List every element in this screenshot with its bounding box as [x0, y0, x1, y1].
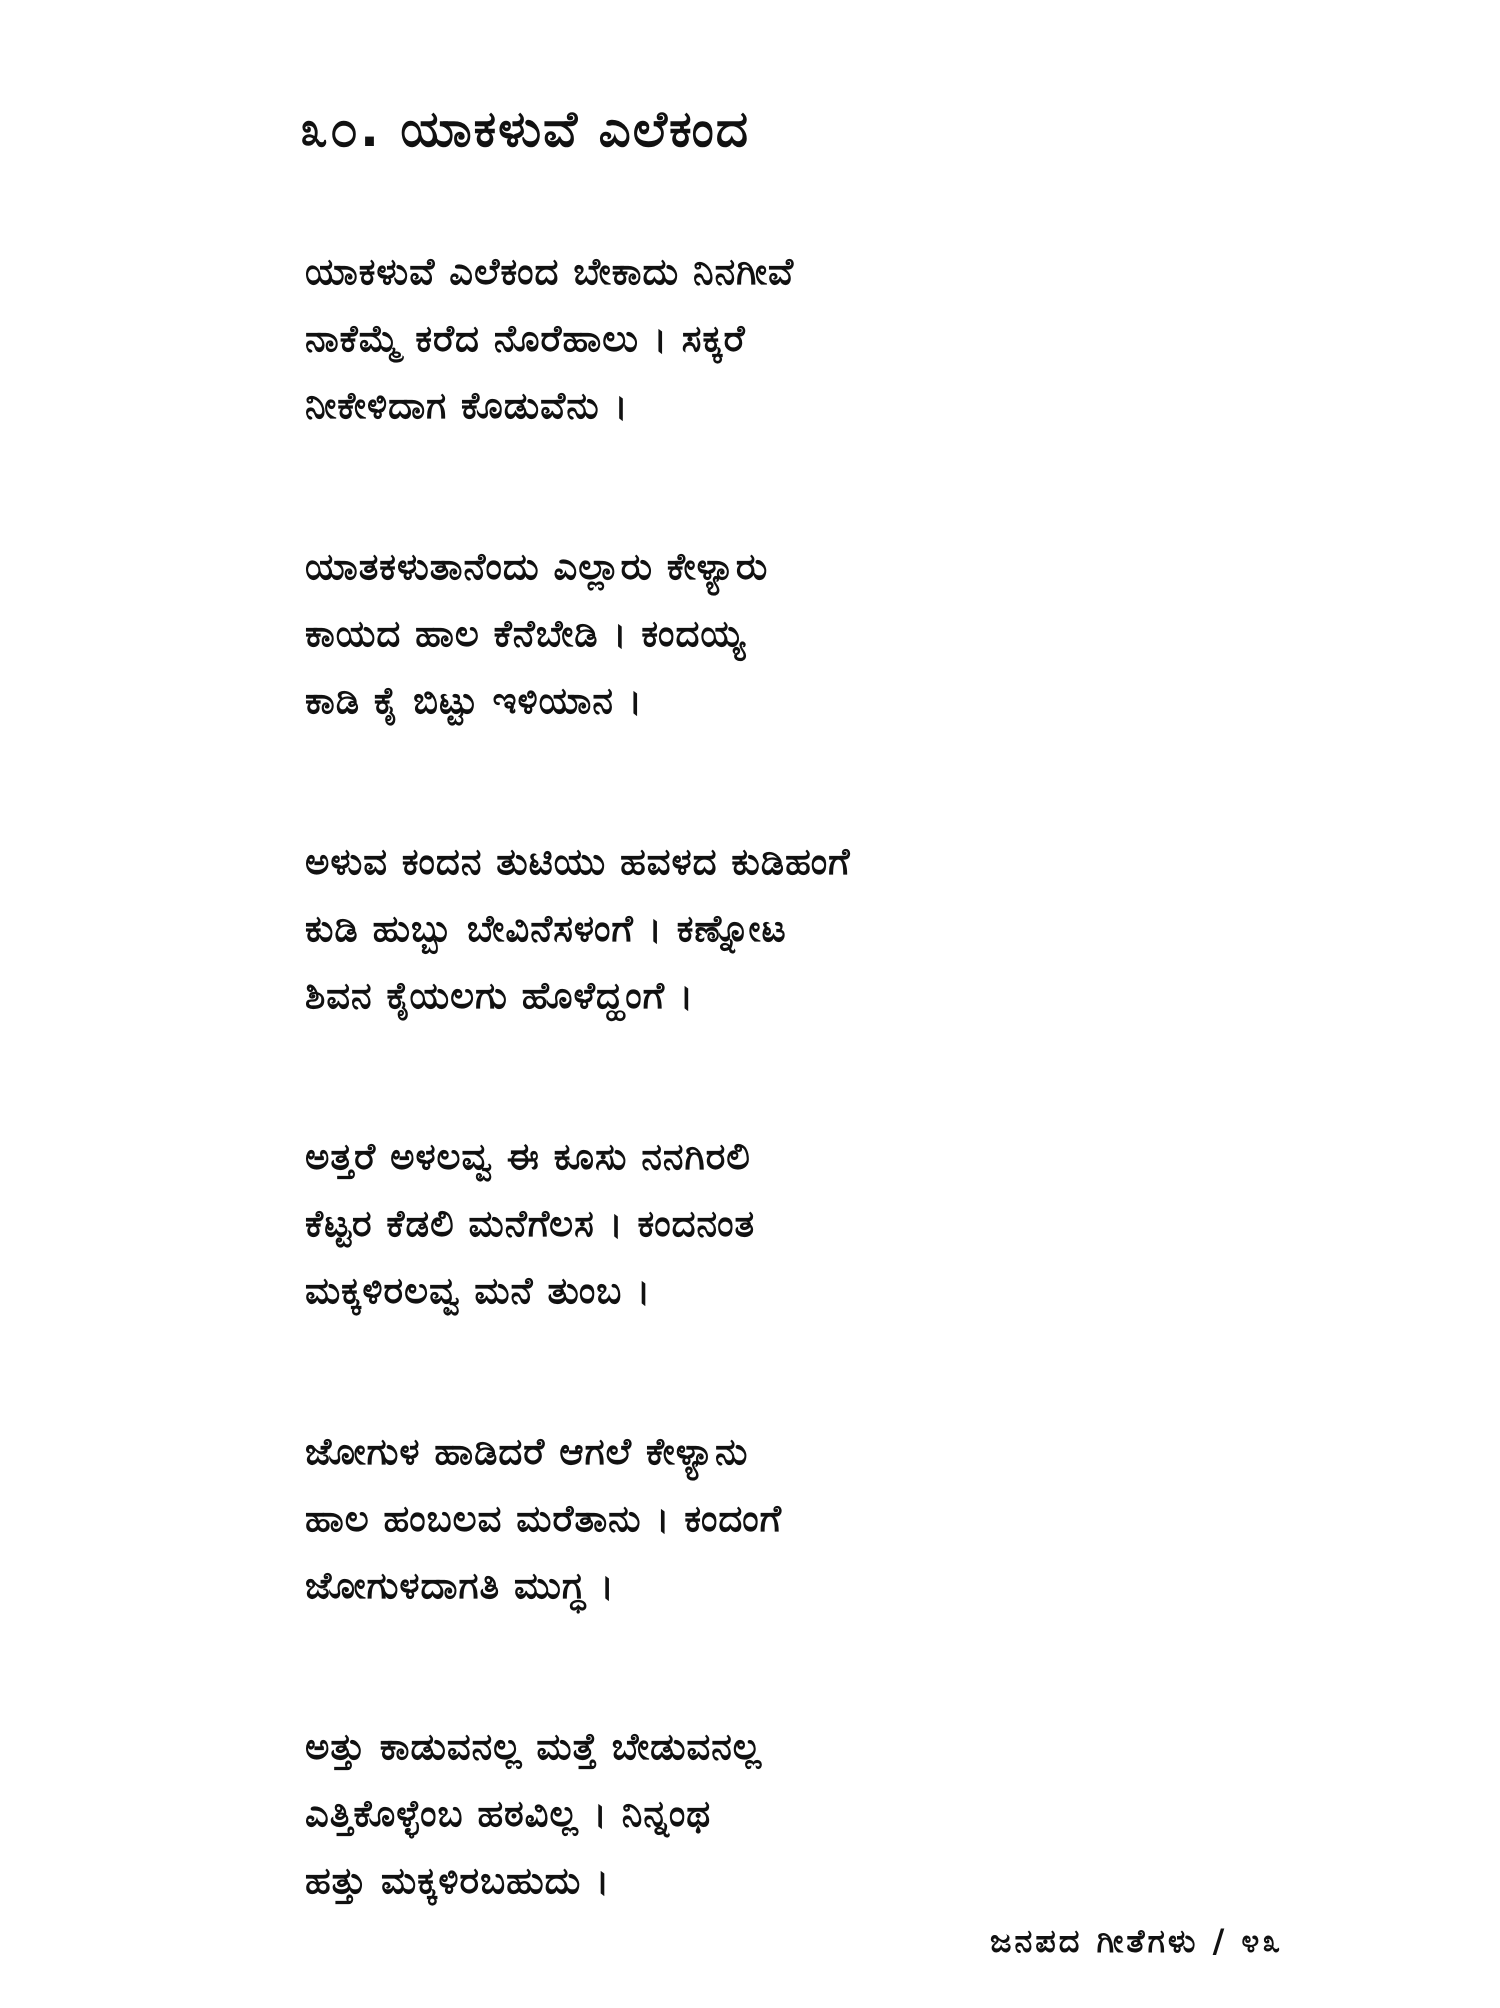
poem-line: ಯಾಕಳುವೆ ಎಲೆಕಂದ ಬೇಕಾದು ನಿನಗೀವೆ	[305, 250, 795, 293]
poem-line: ನೀಕೇಳಿದಾಗ ಕೊಡುವೆನು ।	[305, 384, 629, 427]
poem-line: ಕುಡಿ ಹುಬ್ಬು ಬೇವಿನೆಸಳಂಗೆ । ಕಣ್ನೋಟ	[305, 907, 787, 950]
poem-line: ಯಾತಕಳುತಾನೆಂದು ಎಲ್ಲಾರು ಕೇಳ್ಯಾರು	[305, 545, 769, 588]
poem-line: ಅತ್ತು ಕಾಡುವನಲ್ಲ ಮತ್ತೆ ಬೇಡುವನಲ್ಲ	[305, 1725, 763, 1768]
poem-title: ೩೦. ಯಾಕಳುವೆ ಎಲೆಕಂದ	[300, 100, 751, 158]
poem-line: ಶಿವನ ಕೈಯಲಗು ಹೊಳೆದ್ಹಂಗೆ ।	[305, 974, 695, 1017]
poem-line: ನಾಕೆಮ್ಮೆ ಕರೆದ ನೊರೆಹಾಲು । ಸಕ್ಕರೆ	[305, 317, 746, 360]
stanza-2	[305, 533, 1405, 734]
poem-line: ಜೋಗುಳದಾಗತಿ ಮುಗ್ಧ ।	[305, 1564, 615, 1607]
poem-line: ಮಕ್ಕಳಿರಲವ್ವ ಮನೆ ತುಂಬ ।	[305, 1269, 652, 1312]
stanza-3	[305, 828, 1405, 1029]
poem-line: ಕಾಯದ ಹಾಲ ಕೆನೆಬೇಡಿ । ಕಂದಯ್ಯ	[305, 612, 747, 655]
poem-line: ಹಾಲ ಹಂಬಲವ ಮರೆತಾನು । ಕಂದಂಗೆ	[305, 1497, 783, 1540]
poem-line: ಜೋಗುಳ ಹಾಡಿದರೆ ಆಗಲೆ ಕೇಳ್ಯಾನು	[305, 1430, 749, 1473]
poem-line: ಕೆಟ್ಟರ ಕೆಡಲಿ ಮನೆಗೆಲಸ । ಕಂದನಂತ	[305, 1202, 756, 1245]
stanza-5	[305, 1418, 1405, 1619]
poem-line: ಎತ್ತಿಕೊಳ್ಳೆಂಬ ಹಠವಿಲ್ಲ । ನಿನ್ನಂಥ	[305, 1792, 712, 1835]
poem-line: ಅತ್ತರೆ ಅಳಲವ್ವ ಈ ಕೂಸು ನನಗಿರಲಿ	[305, 1135, 751, 1178]
poem-line: ಕಾಡಿ ಕೈ ಬಿಟ್ಟು ಇಳಿಯಾನ ।	[305, 679, 643, 722]
poem-body	[305, 238, 1405, 2008]
poem-line: ಹತ್ತು ಮಕ್ಕಳಿರಬಹುದು ।	[305, 1859, 611, 1902]
page-footer: ಜನಪದ ಗೀತೆಗಳು / ೪೩	[990, 1922, 1284, 1960]
stanza-4	[305, 1123, 1405, 1324]
stanza-6	[305, 1713, 1405, 1914]
poem-line: ಅಳುವ ಕಂದನ ತುಟಿಯು ಹವಳದ ಕುಡಿಹಂಗೆ	[305, 840, 851, 883]
stanza-1	[305, 238, 1405, 439]
